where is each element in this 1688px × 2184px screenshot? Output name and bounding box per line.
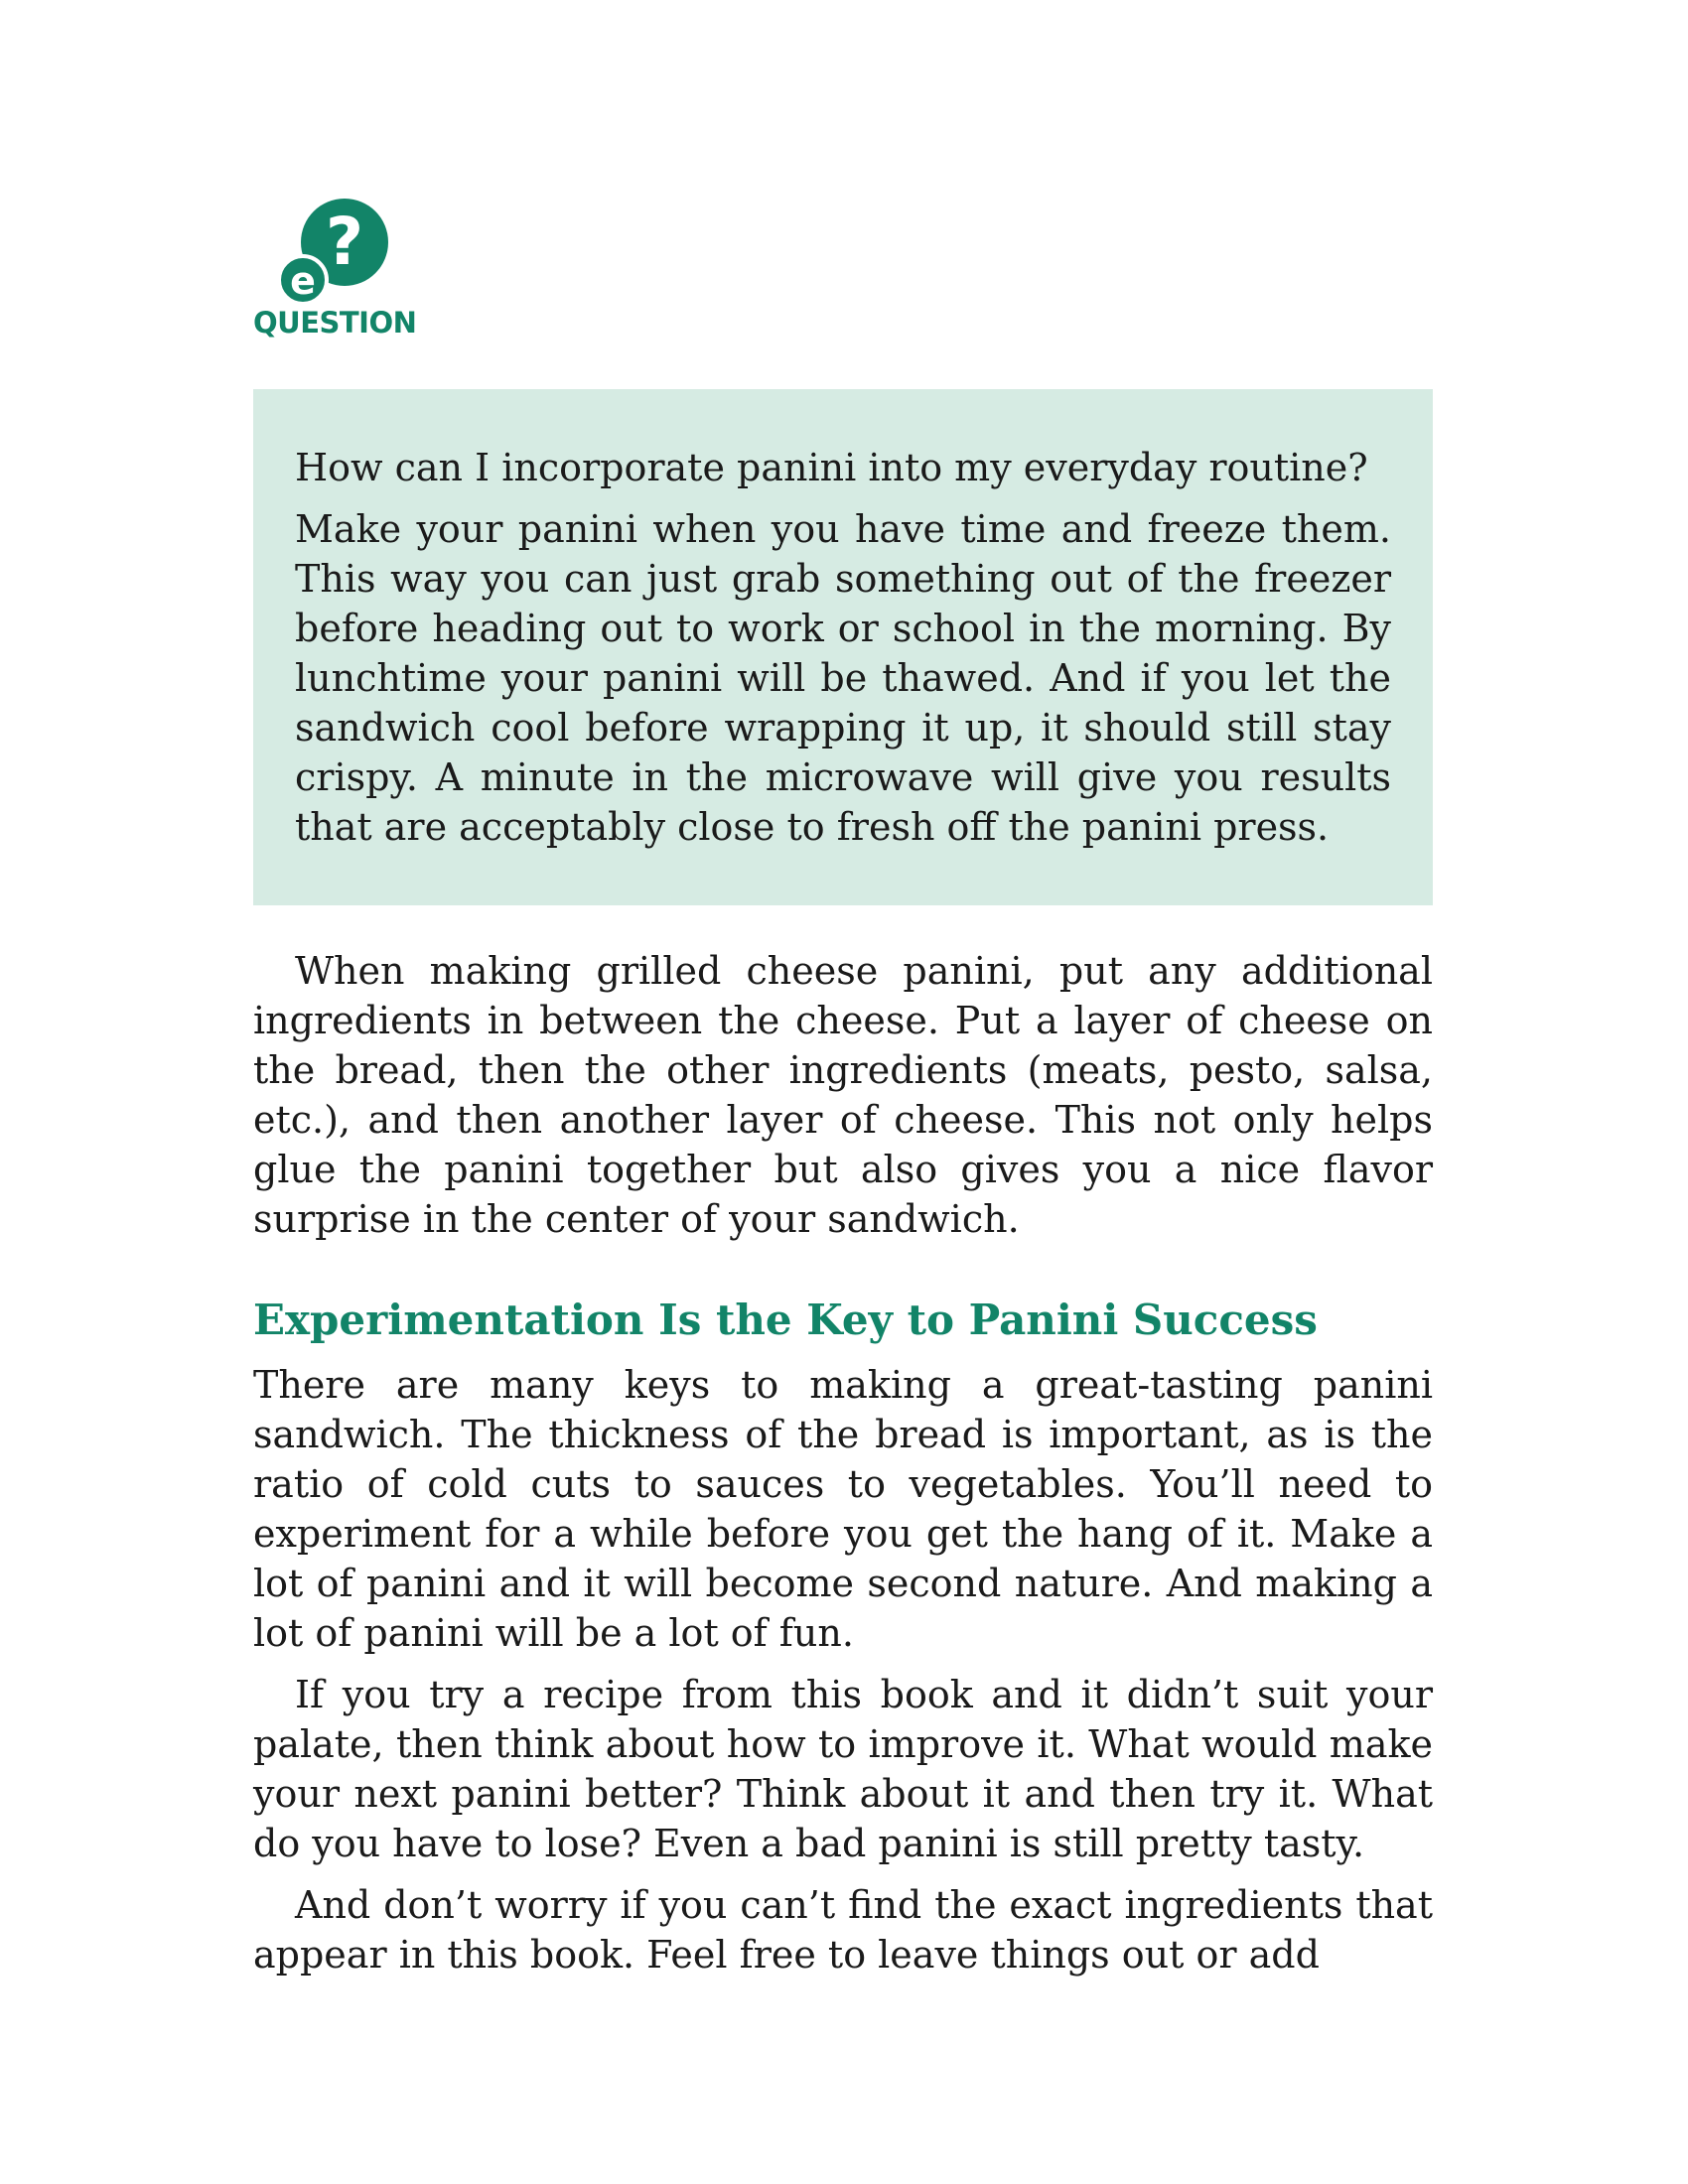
body-paragraph-2: There are many keys to making a great-tasting panini sandwich. The thickness of the bread is important, as is the ratio of cold cuts to sauces to vegetables. You’ll need to experiment for a while before you get the hang of it. Make a lot of panini and it will become second nature. And making a lot of panini will be a lot of fun. bbox=[253, 1363, 1433, 1655]
qa-question: How can I incorporate panini into my everyday routine? bbox=[295, 446, 1368, 489]
svg-text:e: e bbox=[290, 259, 316, 303]
e-question-logo bbox=[253, 197, 427, 341]
body-paragraph-4: And don’t worry if you can’t find the exact ingredients that appear in this book. Feel free to leave things out or add bbox=[253, 1883, 1433, 1977]
qa-answer: Make your panini when you have time and freeze them. This way you can just grab something out of the freezer before heading out to work or school in the morning. By lunchtime your panini will be thawed. And if you let the sandwich cool before wrapping it up, it should still stay crispy. A minute in the microwave will give you results that are acceptably close to fresh off the panini press. bbox=[295, 507, 1391, 849]
e-question-icon bbox=[273, 197, 402, 306]
question-answer-box bbox=[253, 389, 1433, 905]
question-label: QUESTION bbox=[253, 306, 417, 340]
body-paragraph-1: When making grilled cheese panini, put any additional ingredients in between the cheese. Put a layer of cheese on the bread, then the other ingredients (meats, pesto, salsa, etc.), and then another layer of cheese. This not only helps glue the panini together but also gives you a nice flavor surprise in the center of your sandwich. bbox=[253, 949, 1433, 1241]
svg-text:?: ? bbox=[325, 204, 364, 280]
body-paragraph-3: If you try a recipe from this book and it didn’t suit your palate, then think about how to improve it. What would make your next panini better? Think about it and then try it. What do you have to lose? Even a bad panini is still pretty tasty. bbox=[253, 1673, 1433, 1865]
section-heading: Experimentation Is the Key to Panini Success bbox=[253, 1296, 1318, 1344]
